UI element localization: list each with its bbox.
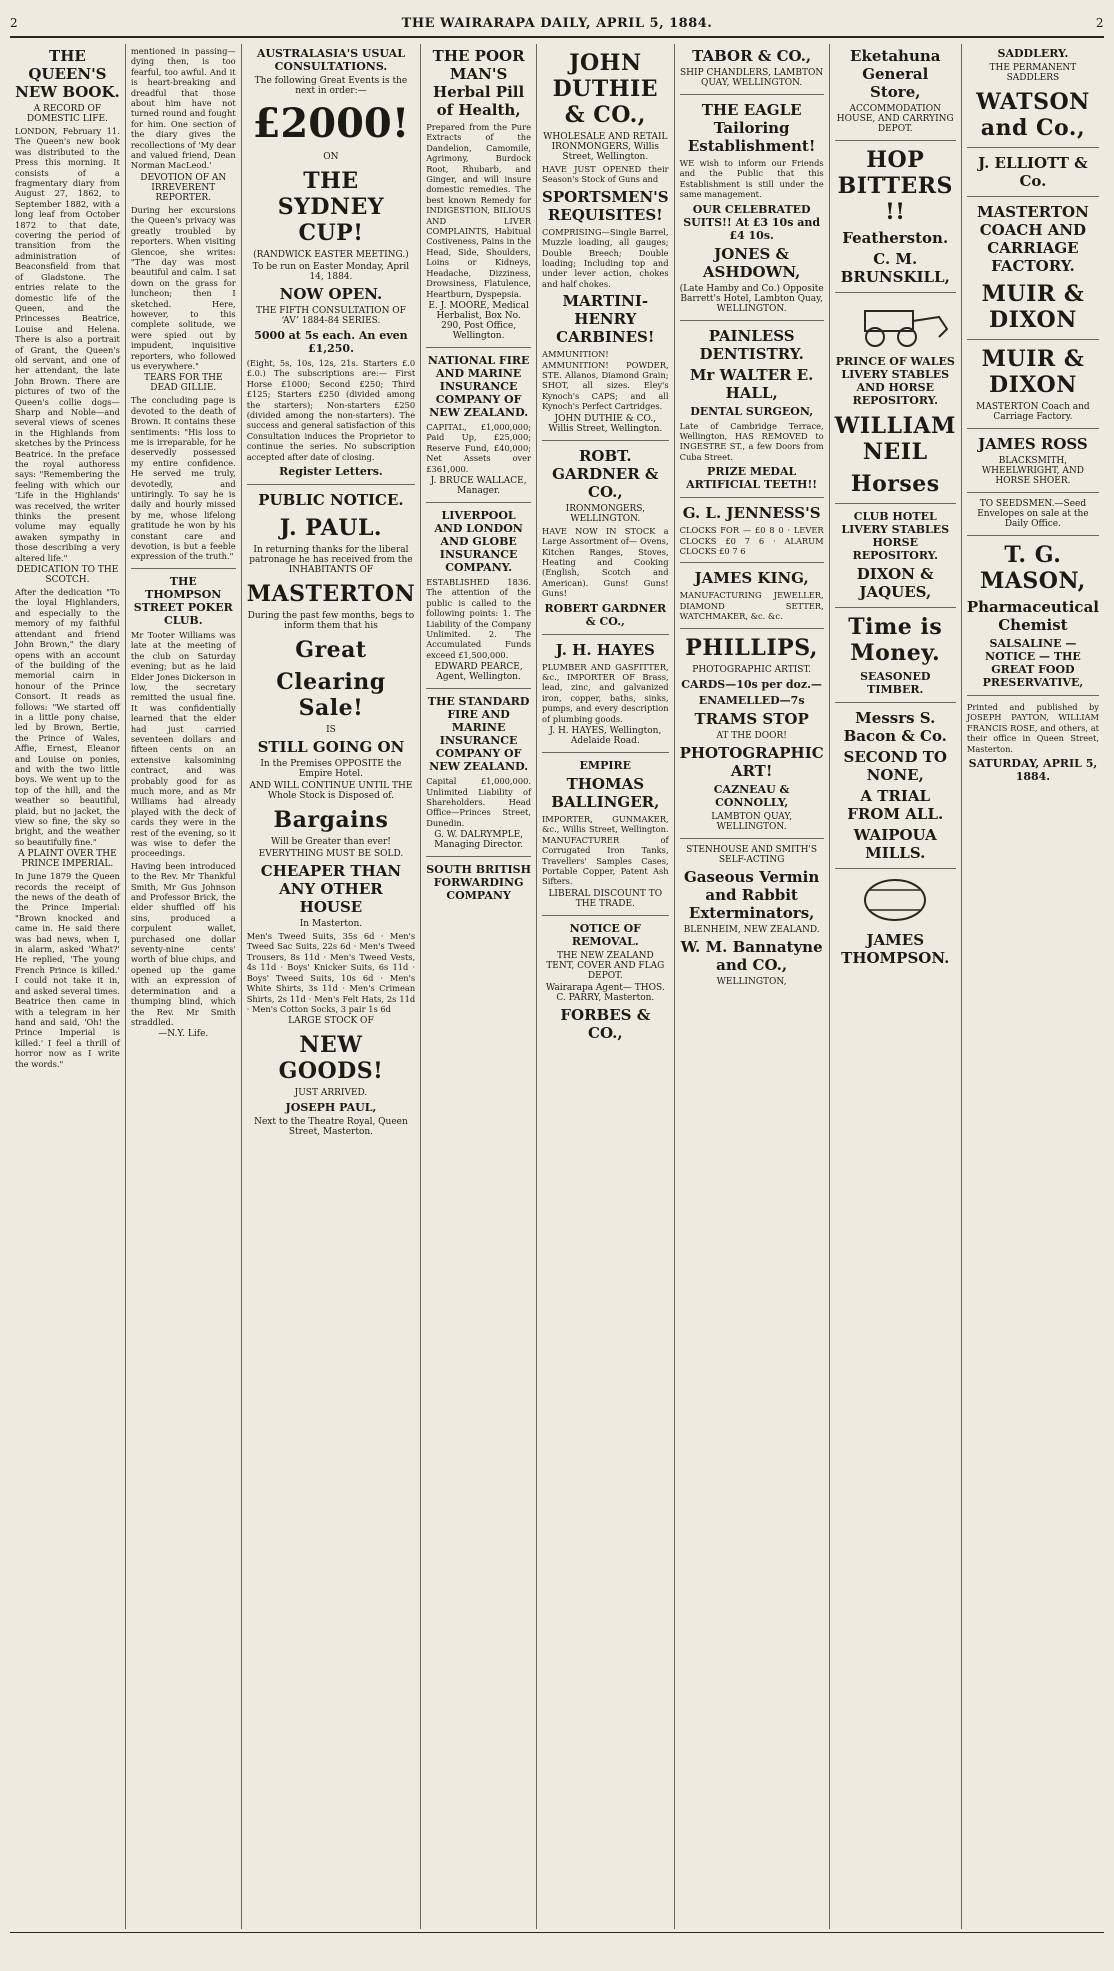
- divider: [835, 140, 956, 141]
- ad-heading: PRINCE OF WALES LIVERY STABLES AND HORSE REPOSITORY.: [835, 355, 955, 407]
- carriage-illustration-icon: [835, 299, 955, 349]
- ad-line: LIBERAL DISCOUNT TO THE TRADE.: [548, 888, 663, 909]
- ad-heading: AUSTRALASIA'S USUAL CONSULTATIONS.: [256, 47, 405, 73]
- divider: [967, 492, 1099, 493]
- article-heading: THE QUEEN'S NEW BOOK.: [15, 47, 120, 101]
- columns: [10, 44, 1104, 1929]
- ad-line: PHOTOGRAPHIC ARTIST.: [692, 664, 811, 675]
- divider: [680, 562, 824, 563]
- ad-line: AND WILL CONTINUE UNTIL THE Whole Stock is Disposed of.: [249, 781, 413, 802]
- ad-heading: CARDS—10s per doz.—: [681, 677, 822, 691]
- divider: [426, 502, 531, 503]
- ad-heading: 5000 at 5s each. An even £1,250.: [254, 329, 408, 355]
- ad-text: MANUFACTURING JEWELLER, DIAMOND SETTER, WATCHMAKER, &c. &c.: [679, 590, 824, 622]
- ad-line: In returning thanks for the liberal patronage he has received from the INHABITANTS OF: [249, 545, 413, 576]
- section-subheading: A PLAINT OVER THE PRINCE IMPERIAL.: [18, 849, 117, 870]
- ad-line: Wairarapa Agent— THOS. C. PARRY, Masterton.: [545, 982, 665, 1003]
- column-8: [962, 44, 1104, 1929]
- divider: [835, 868, 956, 869]
- ad-heading: OUR CELEBRATED SUITS!! At £3 10s and £4 10s.: [683, 202, 821, 242]
- ad-line: ACCOMMODATION HOUSE, AND CARRYING DEPOT.: [836, 104, 954, 134]
- section-subheading: TEARS FOR THE DEAD GILLIE.: [143, 373, 223, 394]
- ad-heading: SOUTH BRITISH FORWARDING COMPANY: [426, 863, 531, 903]
- ad-line: Will be Greater than ever!: [270, 837, 391, 848]
- sale-heading: NEW GOODS!: [278, 1032, 384, 1085]
- advertiser-name: WILLIAM NEIL: [834, 413, 956, 465]
- ad-text: ESTABLISHED 1836. The attention of the public is called to the following points: 1. The Liability of the Company Unlimited. 2. The Accumulated Funds exceed £1,500,000.: [426, 576, 532, 660]
- ad-line: LAMBTON QUAY, WELLINGTON.: [711, 811, 793, 832]
- ad-heading: HOP BITTERS !!: [837, 147, 953, 225]
- divider: [680, 628, 824, 629]
- divider: [542, 440, 669, 441]
- ad-heading: NOTICE OF REMOVAL.: [569, 921, 641, 948]
- advertiser-name: JOHN DUTHIE & CO.,: [552, 50, 659, 128]
- article-text: Mr Tooter Williams was late at the meeting of the club on Saturday evening; but as he laid Elder Jones Dickerson in low, the secretary remitted the usual fine. It was confidentially learned that the elder had just carried seventeen dollars and fifteen cents on an extensive kalsomining contract, and was probably good for as much more, and as Mr Williams had already played with the deck of cards they were in the rest of the evening, so it was wise to defer the proceedings.: [130, 629, 236, 859]
- ad-text: PLUMBER AND GASFITTER, &c., IMPORTER OF Brass, lead, zinc, and galvanized iron, copper, baths, sinks, pumps, and every description of plumbing goods.: [542, 661, 669, 724]
- ad-heading: THE STANDARD FIRE AND MARINE INSURANCE COMPANY OF NEW ZEALAND.: [427, 695, 530, 774]
- divider: [426, 688, 531, 689]
- ad-text: AMMUNITION! AMMUNITION! POWDER, STE. Allanos, Diamond Grain; SHOT, all sizes. Eley's Kynoch's CAPS; and all Kynoch's Perfect Cartridges.: [542, 349, 669, 412]
- ad-line: THE PERMANENT SADDLERS: [989, 63, 1077, 83]
- article-text: The concluding page is devoted to the death of Brown. It contains these sentiments: "His loss to me is irreparable, for he deservedly possessed my entire confidence. He served me truly, devotedly, and untiringly. To say he is daily and hourly missed by me, whose lifelong gratitude he won by his constant care and devotion, is but a feeble expression of the truth.": [130, 395, 236, 562]
- advertiser-name: THOMAS BALLINGER,: [551, 774, 660, 811]
- column-2: [126, 44, 242, 1929]
- divider: [967, 535, 1099, 536]
- sale-heading: Clearing Sale!: [276, 669, 386, 722]
- article-heading: THE THOMPSON STREET POKER CLUB.: [133, 574, 233, 627]
- imprint-date: SATURDAY, APRIL 5, 1884.: [968, 757, 1098, 784]
- footer-rule: [10, 1932, 1104, 1951]
- ad-line: E. J. MOORE, Medical Herbalist, Box No. 290, Post Office, Wellington.: [428, 300, 529, 341]
- advertiser-name: WATSON and Co.,: [976, 89, 1090, 141]
- ad-line: THE FIFTH CONSULTATION OF ‘AV’ 1884-84 SERIES.: [255, 306, 406, 326]
- ad-heading: Gaseous Vermin and Rabbit Exterminators,: [683, 867, 820, 922]
- divider: [967, 339, 1099, 340]
- divider: [131, 568, 236, 569]
- ad-line: SHIP CHANDLERS, LAMBTON QUAY, WELLINGTON.: [680, 68, 824, 88]
- article-subheading: A RECORD OF DOMESTIC LIFE.: [26, 104, 108, 124]
- section-subheading: DEVOTION OF AN IRREVERENT REPORTER.: [140, 172, 227, 203]
- divider: [835, 292, 956, 293]
- newspaper-page: [10, 10, 1104, 1951]
- advertiser-name: FORBES & CO.,: [560, 1005, 651, 1042]
- advertiser-name: PHILLIPS,: [685, 634, 818, 661]
- ad-heading: A TRIAL FROM ALL.: [847, 787, 944, 823]
- divider: [680, 94, 824, 95]
- price-list: CLOCKS FOR — £0 8 0 · LEVER CLOCKS £0 7 6 · ALARUM CLOCKS £0 7 6: [679, 525, 824, 557]
- page-number-right: 2: [1095, 16, 1104, 30]
- ad-text: Capital £1,000,000. Unlimited Liability of Shareholders. Head Office—Princes Street, Dunedin.: [426, 776, 532, 828]
- ad-line: In Masterton.: [299, 919, 363, 930]
- column-3: [242, 44, 422, 1929]
- ad-text: Late of Cambridge Terrace, Wellington, HAS REMOVED to INGESTRE ST., a few Doors from Cuba Street.: [679, 420, 824, 462]
- ad-heading: LIVERPOOL AND LONDON AND GLOBE INSURANCE COMPANY.: [434, 508, 523, 574]
- section-subheading: DEDICATION TO THE SCOTCH.: [16, 565, 119, 586]
- column-5: [537, 44, 675, 1929]
- divider: [835, 702, 956, 703]
- ad-line: WHOLESALE AND RETAIL IRONMONGERS, Willis Street, Wellington.: [543, 132, 668, 162]
- ad-line: AT THE DOOR!: [716, 730, 787, 741]
- divider: [967, 428, 1099, 429]
- ad-heading: ENAMELLED—7s: [698, 693, 805, 707]
- divider: [967, 196, 1099, 197]
- ad-heading: PHOTOGRAPHIC ART!: [679, 743, 824, 780]
- advertiser-name: J. PAUL.: [279, 515, 383, 542]
- sale-heading: Great: [295, 637, 367, 664]
- ad-line: BLENHEIM, NEW ZEALAND.: [683, 924, 820, 935]
- masthead: [10, 10, 1104, 38]
- advertiser-name: C. M. BRUNSKILL,: [840, 250, 950, 286]
- ad-line: To be run on Easter Monday, April 14, 1884.: [252, 262, 410, 282]
- ad-line: G. W. DALRYMPLE, Managing Director.: [434, 830, 524, 851]
- ad-line: LARGE STOCK OF: [288, 1016, 374, 1027]
- advertiser-name: Eketahuna General Store,: [850, 47, 941, 101]
- ad-line: IS: [326, 725, 336, 736]
- ad-heading: PUBLIC NOTICE.: [258, 491, 404, 510]
- divider: [835, 607, 956, 608]
- ad-heading: WAIPOUA MILLS.: [853, 826, 937, 862]
- advertiser-name: MUIR & DIXON: [981, 346, 1085, 398]
- article-text: During her excursions the Queen's privacy was greatly troubled by reporters. When visiting Glencoe, she writes: "The day was most beautiful and calm. I sat down on the grass for luncheon; then I sketched. Here, however, to this complete solitude, we were spied out by impudent, inquisitive reporters, who followed us everywhere.": [130, 204, 236, 371]
- article-text: In June 1879 the Queen records the receipt of the news of the death of the Prince Imperial: "Brown knocked and came in. He said there was bad news, when I, in alarm, asked 'What?' He replied, 'The young French Prince is killed.' I could not take it in, and asked several times. Beatrice then came in with a telegram in her hand and said, 'Oh! the Prince Imperial is killed.' I feel a thrill of horror now as I write the words.": [15, 871, 120, 1069]
- divider: [426, 347, 531, 348]
- article-text: After the dedication "To the loyal Highlanders, and especially to the memory of my faithful attendant and friend John Brown," the diary opens with an account of the building of the memorial cairn in honour of the Prince Consort. It reads as follows: "We started off in a little pony chaise, led by Brown, Bertie, the Prince of Wales, Affie, Ernest, Eleanor and Louise on ponies, and with the two little boys. We went up to the top of the hill, and the weather so beautiful, plaid, but no jacket, the view so fine, the sky so bright, and the weather so beautifully fine.": [15, 587, 120, 847]
- attribution: —N.Y. Life.: [158, 1029, 209, 1040]
- ad-line: IRONMONGERS, WELLINGTON.: [565, 503, 645, 524]
- advertiser-name: JAMES THOMPSON.: [841, 931, 950, 967]
- advertiser-name: TABOR & CO.,: [692, 47, 812, 65]
- ad-line: TO SEEDSMEN.—Seed Envelopes on sale at the Daily Office.: [977, 499, 1089, 529]
- divider: [835, 503, 956, 504]
- price-list: Men's Tweed Suits, 35s 6d · Men's Tweed Sac Suits, 22s 6d · Men's Tweed Trousers, 8s 11d · Men's Tweed Vests, 4s 11d · Boys' Knicker Suits, 6s 11d · Boys' Tweed Suits, 10s 6d · Men's White Shirts, 3s 11d · Men's Crimean Shirts, 2s 11d · Men's Felt Hats, 2s 11d · Men's Cotton Socks, 3 pair 1s 6d: [246, 931, 416, 1014]
- article-text: mentioned in passing—dying then, is too fearful, too awful. And it is heart-breaking and dreadful that those about him have not turned round and fought for him. One section of the diary gives the recollections of 'My dear and valued friend, Dean Norman MacLeod.': [130, 46, 236, 171]
- ad-line: ON: [323, 152, 339, 162]
- ad-heading: Featherston.: [842, 229, 949, 247]
- ad-heading: SADDLERY.: [997, 47, 1069, 60]
- advertiser-signature: J. H. HAYES, Wellington, Adelaide Road.: [549, 725, 662, 746]
- advertiser-name: Mr WALTER E. HALL,: [689, 365, 814, 402]
- article-text: Having been introduced to the Rev. Mr Thankful Smith, Mr Gus Johnson and Professor Brick, the elder shuffled off his sins, produced a corpulent wallet, purchased one dollar seventy-nine cents' worth of blue chips, and opened up the game with an expression of determination and a thumping blind, which the Rev. Mr Smith straddled.: [130, 860, 236, 1027]
- ad-heading: TRAMS STOP: [694, 709, 809, 728]
- ad-heading: Register Letters.: [279, 465, 383, 479]
- advertiser-name: CAZNEAU & CONNOLLY,: [713, 782, 790, 809]
- ad-heading: PRIZE MEDAL ARTIFICIAL TEETH!!: [686, 465, 818, 492]
- ad-text: HAVE NOW IN STOCK a Large Assortment of— Ovens, Kitchen Ranges, Stoves, Heating and Cooking (English, Scotch and American). Guns! Guns! Guns!: [542, 525, 669, 599]
- ad-text: HAVE JUST OPENED their Season's Stock of Guns and: [542, 164, 669, 185]
- ad-heading: EMPIRE: [579, 758, 632, 772]
- column-4: [421, 44, 537, 1929]
- ad-heading: MARTINI-HENRY CARBINES!: [556, 292, 655, 347]
- ad-line: During the past few months, begs to inform them that his: [247, 611, 415, 632]
- advertiser-signature: ROBERT GARDNER & CO.,: [544, 601, 667, 628]
- advertiser-name: Messrs S. Bacon & Co.: [843, 709, 947, 745]
- ad-heading: THE POOR MAN'S Herbal Pill of Health,: [432, 47, 525, 119]
- ad-line: J. BRUCE WALLACE, Manager.: [430, 475, 527, 496]
- advertiser-name: DIXON & JAQUES,: [856, 565, 934, 601]
- ad-heading: THE EAGLE Tailoring Establishment!: [687, 101, 816, 155]
- ad-text: WE wish to inform our Friends and the Public that this Establishment is still under the same management.: [679, 158, 824, 200]
- ad-heading: STILL GOING ON: [257, 738, 405, 757]
- advertiser-name: G. L. JENNESS'S: [682, 504, 821, 523]
- ad-heading: PAINLESS DENTISTRY.: [699, 326, 804, 363]
- ad-line: EDWARD PEARCE, Agent, Wellington.: [434, 662, 523, 683]
- divider: [967, 147, 1099, 148]
- barrel-illustration-icon: [850, 875, 940, 925]
- ad-line: MASTERTON Coach and Carriage Factory.: [976, 402, 1090, 422]
- advertiser-name: JAMES KING,: [694, 569, 809, 588]
- ad-heading: MASTERTON COACH AND CARRIAGE FACTORY.: [977, 203, 1089, 275]
- advertiser-name: JAMES ROSS: [978, 435, 1088, 453]
- ad-heading: Horses: [850, 471, 940, 497]
- page-number: 2: [10, 16, 19, 30]
- column-7: [830, 44, 962, 1929]
- ad-heading: SPORTSMEN'S REQUISITES!: [542, 187, 669, 224]
- ad-text: CAPITAL, £1,000,000; Paid Up, £25,000; Reserve Fund, £40,000; Net Assets over £361,000.: [426, 421, 532, 474]
- ad-heading: DENTAL SURGEON,: [690, 404, 814, 418]
- article-text: LONDON, February 11. The Queen's new book was distributed to the Press this morning. It consists of a fragmentary diary from August 27, 1862, to September 1882, with a long leaf from October 1872 to that date, covering the period of transition from the administration of Beaconsfield from that of Gladstone. The entries relate to the domestic life of the Queen, and the Princesses Beatrice, Louise and Helena. There is also a portrait of Grant, the Queen's old servant, and one of her attendant, the late John Brown. There are pictures of two of the Queen's collie dogs—Sharp and Noble—and several views of scenes in the Highlands from sketches by the Princess Beatrice. In the preface the royal authoress says: "Remembering the feeling with which our 'Life in the Highlands' was received, the writer thinks the present volume may equally awaken sympathy in those describing a very altered life.": [15, 126, 120, 563]
- ad-text: (Eight, 5s, 10s, 12s, 21s. Starters £.0 £.0.) The subscriptions are:— First Horse £1000; Second £250; Third £125; Starters £250 (divided among the starters); Non-starters £250 (divided among the non-starters). The success and general satisfaction of this Consultation induces the Proprietor to continue the series. No subscription accepted after date of closing.: [246, 358, 416, 462]
- advertiser-name: T. G. MASON,: [979, 542, 1086, 594]
- column-6: [675, 44, 830, 1929]
- ad-line: The following Great Events is the next in order:—: [254, 76, 408, 96]
- ad-heading: Time is Money.: [848, 614, 943, 666]
- event-title: THE SYDNEY CUP!: [277, 168, 385, 246]
- ad-line: WELLINGTON,: [716, 976, 787, 987]
- divider: [426, 856, 531, 857]
- ad-heading: CLUB HOTEL LIVERY STABLES HORSE REPOSITORY.: [841, 510, 950, 562]
- ad-line: (Late Hamby and Co.) Opposite Barrett's Hotel, Lambton Quay, WELLINGTON.: [679, 283, 824, 314]
- advertiser-name: J. H. HAYES: [555, 640, 655, 659]
- town-name: MASTERTON: [246, 581, 416, 608]
- advertiser-signature: JOHN DUTHIE & CO., Willis Street, Wellington.: [548, 413, 663, 434]
- advertiser-name: JONES & ASHDOWN,: [702, 244, 801, 281]
- ad-line: EVERYTHING MUST BE SOLD.: [258, 849, 404, 860]
- prize-amount: £2000!: [252, 100, 410, 147]
- sale-heading: Bargains: [273, 807, 389, 834]
- ad-line: (RANDWICK EASTER MEETING.): [253, 250, 409, 260]
- divider: [967, 695, 1099, 696]
- divider: [542, 634, 669, 635]
- column-1: [10, 44, 126, 1929]
- ad-line: JUST ARRIVED.: [294, 1088, 368, 1099]
- divider: [247, 484, 416, 485]
- ad-line: In the Premises OPPOSITE the Empire Hotel.: [260, 759, 402, 780]
- ad-heading: CHEAPER THAN ANY OTHER HOUSE: [260, 862, 402, 917]
- divider: [680, 838, 824, 839]
- ad-heading: NATIONAL FIRE AND MARINE INSURANCE COMPANY OF NEW ZEALAND.: [427, 353, 530, 419]
- ad-text: Prepared from the Pure Extracts of the Dandelion, Camomile, Agrimony, Burdock Root, Rhubarb, and Ginger, and will insure domestic remedies. The best known Remedy for INDIGESTION, BILIOUS AND LIVER COMPLAINTS, Habitual Costiveness, Pains in the Head, Side, Shoulders, Loins or Kidneys, Headache, Dizziness, Drowsiness, Flatulence, Heartburn, Dyspepsia.: [426, 122, 532, 299]
- ad-line: BLACKSMITH, WHEELWRIGHT, AND HORSE SHOER.: [981, 456, 1084, 486]
- ad-line: THE NEW ZEALAND TENT, COVER AND FLAG DEPOT.: [546, 950, 665, 981]
- advertiser-signature: JOSEPH PAUL,: [285, 1101, 377, 1115]
- divider: [680, 320, 824, 321]
- ad-heading: SECOND TO NONE,: [843, 748, 947, 784]
- ad-heading: SALSALINE — NOTICE — THE GREAT FOOD PRESERVATIVE,: [982, 637, 1084, 689]
- divider: [542, 915, 669, 916]
- advertiser-name: ROBT. GARDNER & CO.,: [552, 446, 659, 501]
- ad-heading: SEASONED TIMBER.: [860, 670, 931, 696]
- advertiser-name: J. ELLIOTT & Co.: [978, 154, 1088, 190]
- ad-heading: NOW OPEN.: [279, 285, 383, 303]
- divider: [680, 497, 824, 498]
- ad-line: Next to the Theatre Royal, Queen Street, Masterton.: [254, 1117, 408, 1138]
- ad-text: COMPRISING—Single Barrel, Muzzle loading, all gauges; Double Breech; Double loading; Including top and under lever action, chokes and half chokes.: [542, 226, 669, 289]
- advertiser-name: MUIR & DIXON: [981, 281, 1085, 333]
- imprint: Printed and published by JOSEPH PAYTON, WILLIAM FRANCIS ROSE, and others, at their office in Queen Street, Masterton.: [966, 702, 1099, 754]
- advertiser-name: W. M. Bannatyne and CO.,: [680, 937, 823, 974]
- ad-line: STENHOUSE AND SMITH'S SELF-ACTING: [686, 844, 818, 865]
- divider: [542, 752, 669, 753]
- paper-title: THE WAIRARAPA DAILY, APRIL 5, 1884.: [401, 15, 713, 31]
- ad-heading: Pharmaceutical Chemist: [966, 598, 1099, 634]
- ad-text: IMPORTER, GUNMAKER, &c., Willis Street, Wellington. MANUFACTURER of Corrugated Iron Tanks, Travellers' Samples Cases, Portable Copper, Patent Ash Sifters.: [542, 813, 669, 887]
